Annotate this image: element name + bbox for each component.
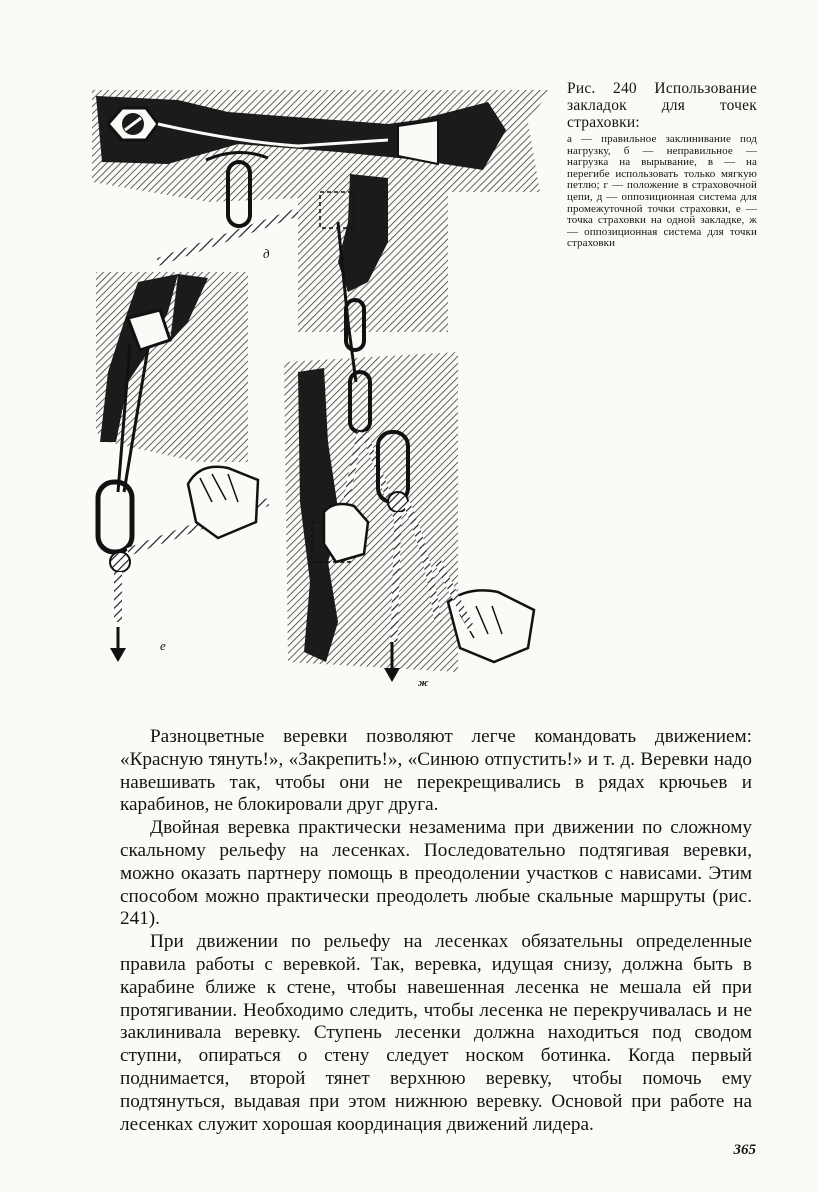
panel-label-e: е [160, 638, 166, 653]
page-number: 365 [733, 1142, 756, 1158]
figure-caption [567, 80, 757, 250]
panel-label-zh: ж [418, 677, 429, 689]
paragraph-2: Двойная веревка практически незаменима при движении по сложному скальному рельефу на лесенках. Последовательно подтягивая веревки, можно оказать партнеру помощь в преодолении участков с нависами. Этим способом можно практически преодолеть любые скальные маршруты (рис. 241). [120, 817, 752, 930]
panel-label-d: д [263, 246, 270, 261]
illustration-svg [88, 82, 558, 702]
figure-240-illustration [88, 82, 558, 702]
paragraph-3: При движении по рельефу на лесенках обязательны определенные правила работы с веревкой. Так, веревка, идущая снизу, должна быть в карабине ближе к стене, чтобы навешенная лесенка не мешала ей при протягивании. Необходимо следить, чтобы лесенка не перекручивалась и не заклинивала веревку. Ступень лесенки должна находиться под сводом ступни, опираться о стену следует носком ботинка. Когда первый поднимается, второй тянет верхнюю веревку, чтобы помочь ему подтянуться, выдавая при этом нижнюю веревку. Основой при работе на лесенках служит хорошая координация движений лидера. [120, 931, 752, 1135]
panel-e-single-nut [96, 272, 268, 662]
panel-zh-opposition-system [284, 174, 534, 689]
paragraph-1: Разноцветные веревки позволяют легче командовать движением: «Красную тянуть!», «Закрепить!», «Синюю отпустить!» и т. д. Веревки надо навешивать так, чтобы они не перекрещивались в рядах крючьев и карабинов, не блокировали друг друга. [120, 726, 752, 816]
caption-title: Рис. 240 Использование закладок для точек страховки: [567, 80, 757, 131]
caption-legend: а — правильное заклинивание под нагрузку, б — неправильное — нагрузка на вырывание, в — на перегибе использовать только мягкую петлю; г — положение в страховочной цепи, д — оппозиционная система для промежуточной точки страховки, е — точка страховки на одной закладке, ж — оппозиционная система для точки страховки [567, 133, 757, 250]
body-text [120, 726, 752, 1136]
